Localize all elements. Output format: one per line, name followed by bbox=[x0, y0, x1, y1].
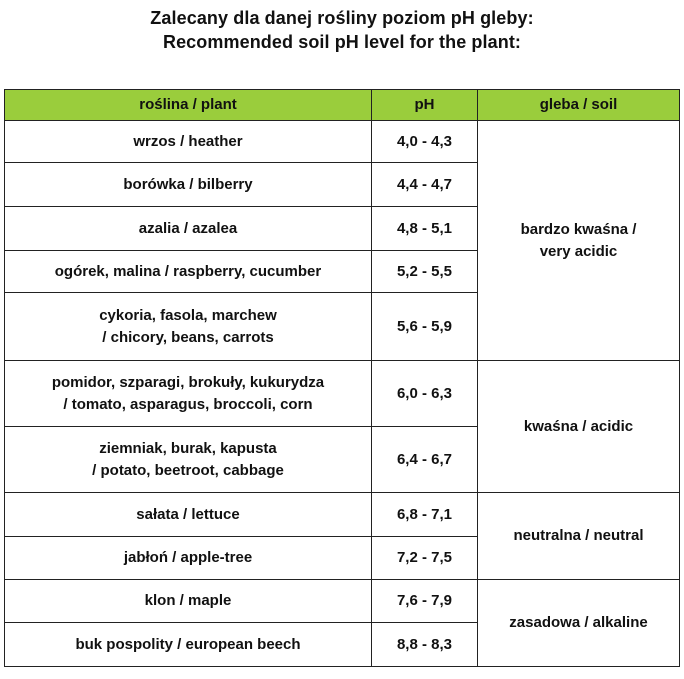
ph-cell: 7,6 - 7,9 bbox=[372, 580, 478, 623]
plant-line: jabłoń / apple-tree bbox=[123, 549, 253, 566]
page-title bbox=[0, 6, 684, 54]
table-row bbox=[5, 361, 680, 427]
plant-cell bbox=[5, 361, 372, 427]
ph-cell: 8,8 - 8,3 bbox=[372, 623, 478, 667]
header-ph: pH bbox=[372, 90, 478, 121]
ph-cell: 5,2 - 5,5 bbox=[372, 251, 478, 293]
plant-line: sałata / lettuce bbox=[136, 505, 240, 523]
soil-line: kwaśna / acidic bbox=[523, 417, 634, 435]
ph-cell: 4,8 - 5,1 bbox=[372, 207, 478, 251]
header-plant: roślina / plant bbox=[5, 90, 372, 121]
plant-line: / tomato, asparagus, broccoli, corn bbox=[63, 395, 313, 413]
table-row bbox=[5, 493, 680, 537]
plant-line: pomidor, szparagi, brokuły, kukurydza bbox=[51, 373, 325, 391]
ph-cell: 5,6 - 5,9 bbox=[372, 293, 478, 361]
plant-line: cykoria, fasola, marchew bbox=[99, 306, 277, 324]
soil-line: zasadowa / alkaline bbox=[509, 614, 648, 631]
plant-cell bbox=[5, 163, 372, 207]
ph-cell: 6,4 - 6,7 bbox=[372, 427, 478, 493]
plant-cell bbox=[5, 121, 372, 163]
plant-cell bbox=[5, 207, 372, 251]
soil-line: very acidic bbox=[539, 242, 618, 260]
soil-cell-neutral bbox=[478, 493, 680, 580]
table-header-row bbox=[5, 90, 680, 121]
plant-cell bbox=[5, 493, 372, 537]
title-line-en: Recommended soil pH level for the plant: bbox=[162, 32, 522, 52]
soil-line: bardzo kwaśna / bbox=[520, 220, 637, 238]
ph-table bbox=[4, 89, 680, 667]
plant-line: ogórek, malina / raspberry, cucumber bbox=[54, 262, 322, 280]
plant-cell bbox=[5, 251, 372, 293]
plant-cell bbox=[5, 580, 372, 623]
plant-line: buk pospolity / european beech bbox=[75, 635, 301, 653]
soil-cell-very-acidic bbox=[478, 121, 680, 361]
plant-line: / chicory, beans, carrots bbox=[102, 328, 274, 346]
ph-cell: 7,2 - 7,5 bbox=[372, 537, 478, 580]
soil-cell-acidic bbox=[478, 361, 680, 493]
plant-line: borówka / bilberry bbox=[123, 175, 253, 193]
table-row bbox=[5, 580, 680, 623]
ph-cell: 6,0 - 6,3 bbox=[372, 361, 478, 427]
ph-cell: 6,8 - 7,1 bbox=[372, 493, 478, 537]
title-line-pl: Zalecany dla danej rośliny poziom pH gleby: bbox=[150, 8, 534, 28]
ph-cell: 4,0 - 4,3 bbox=[372, 121, 478, 163]
plant-cell bbox=[5, 537, 372, 580]
plant-cell bbox=[5, 427, 372, 493]
plant-line: ziemniak, burak, kapusta bbox=[99, 439, 277, 457]
soil-line: neutralna / neutral bbox=[513, 527, 644, 544]
header-soil: gleba / soil bbox=[478, 90, 680, 121]
plant-line: klon / maple bbox=[144, 592, 232, 609]
soil-cell-alkaline bbox=[478, 580, 680, 667]
plant-cell bbox=[5, 293, 372, 361]
table-row bbox=[5, 121, 680, 163]
plant-line: / potato, beetroot, cabbage bbox=[92, 461, 284, 479]
plant-line: azalia / azalea bbox=[138, 219, 238, 237]
plant-line: wrzos / heather bbox=[133, 132, 243, 150]
ph-cell: 4,4 - 4,7 bbox=[372, 163, 478, 207]
plant-cell bbox=[5, 623, 372, 667]
